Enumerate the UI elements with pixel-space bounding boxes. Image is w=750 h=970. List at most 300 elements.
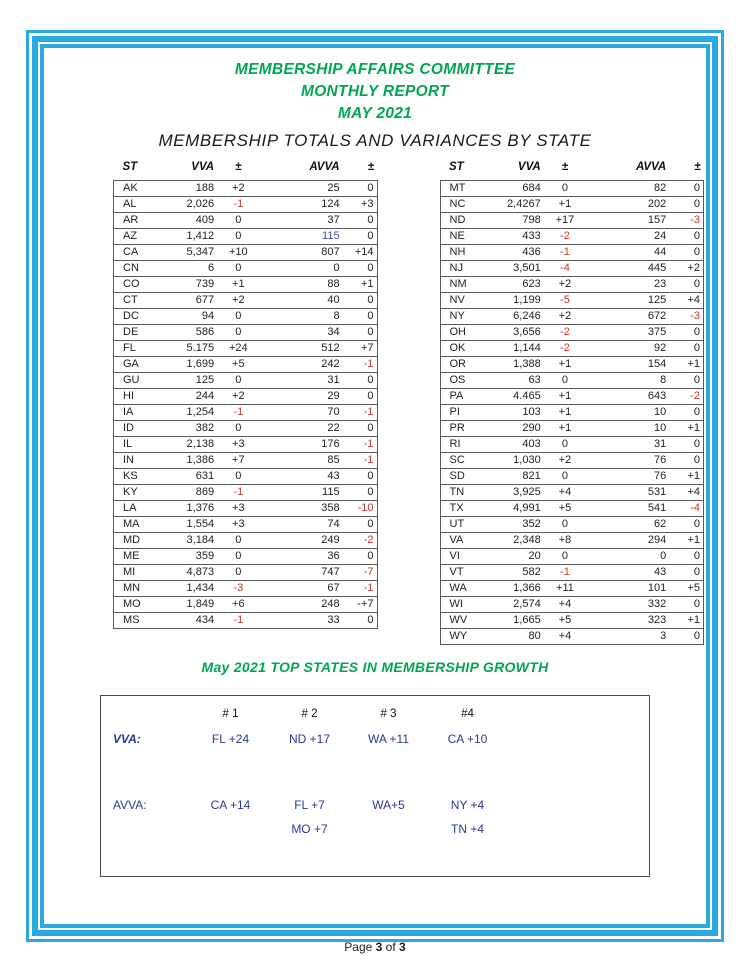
cell-st: VT — [440, 565, 489, 581]
cell-st: AK — [114, 181, 163, 197]
cell-da: 0 — [348, 389, 377, 405]
report-subtitle: MEMBERSHIP TOTALS AND VARIANCES BY STATE — [158, 131, 592, 150]
cell-avva: 70 — [261, 405, 348, 421]
cell-vva: 3,501 — [489, 261, 543, 277]
cell-avva: 82 — [587, 181, 674, 197]
cell-dv: +11 — [543, 581, 587, 597]
cell-dv: 0 — [543, 517, 587, 533]
cell-st: NY — [440, 309, 489, 325]
column-header: ± — [367, 161, 374, 173]
cell-st: MO — [114, 597, 163, 613]
avva-rank-1: CA +14 — [210, 798, 251, 812]
vva-label: VVA: — [113, 732, 141, 746]
cell-dv: 0 — [216, 229, 260, 245]
cell-st: MN — [114, 581, 163, 597]
cell-vva: 4,991 — [489, 501, 543, 517]
cell-da: 0 — [674, 453, 703, 469]
state-row — [440, 453, 704, 469]
cell-dv: 0 — [543, 469, 587, 485]
cell-da: -3 — [674, 213, 703, 229]
footer-of-word: of — [385, 940, 396, 954]
state-row — [114, 501, 378, 517]
cell-st: PI — [440, 405, 489, 421]
cell-st: FL — [114, 341, 163, 357]
cell-avva: 33 — [261, 613, 348, 629]
cell-vva: 623 — [489, 277, 543, 293]
cell-vva: 94 — [163, 309, 217, 325]
state-row — [440, 341, 704, 357]
column-header: ST — [122, 161, 138, 173]
cell-dv: +4 — [543, 485, 587, 501]
cell-avva: 40 — [261, 293, 348, 309]
state-row — [114, 613, 378, 629]
cell-vva: 352 — [489, 517, 543, 533]
growth-box — [100, 695, 650, 877]
state-row — [114, 357, 378, 373]
state-row — [440, 325, 704, 341]
cell-vva: 2,026 — [163, 197, 217, 213]
cell-vva: 1,388 — [489, 357, 543, 373]
cell-dv: +4 — [543, 629, 587, 645]
cell-da: +1 — [674, 533, 703, 549]
cell-da: 0 — [674, 437, 703, 453]
cell-st: UT — [440, 517, 489, 533]
cell-avva: 10 — [587, 421, 674, 437]
cell-avva: 672 — [587, 309, 674, 325]
cell-avva: 34 — [261, 325, 348, 341]
cell-vva: 188 — [163, 181, 217, 197]
cell-avva: 807 — [261, 245, 348, 261]
cell-vva: 433 — [489, 229, 543, 245]
vva-rank-4: CA +10 — [447, 732, 488, 746]
vva-rank-3: WA +11 — [367, 732, 410, 746]
cell-avva: 76 — [587, 469, 674, 485]
cell-dv: -1 — [216, 197, 260, 213]
cell-avva: 43 — [587, 565, 674, 581]
cell-da: -2 — [674, 389, 703, 405]
cell-avva: 202 — [587, 197, 674, 213]
cell-avva: 747 — [261, 565, 348, 581]
cell-st: CO — [114, 277, 163, 293]
vva-rank-2: ND +17 — [288, 732, 331, 746]
vva-rank-1: FL +24 — [211, 732, 250, 746]
cell-da: 0 — [348, 373, 377, 389]
state-row — [114, 181, 378, 197]
state-row — [114, 581, 378, 597]
cell-vva: 2,574 — [489, 597, 543, 613]
cell-da: 0 — [674, 629, 703, 645]
cell-da: +2 — [674, 261, 703, 277]
cell-avva: 541 — [587, 501, 674, 517]
cell-vva: 103 — [489, 405, 543, 421]
cell-st: VI — [440, 549, 489, 565]
cell-vva: 1,434 — [163, 581, 217, 597]
cell-dv: 0 — [216, 469, 260, 485]
avva2-rank-3 — [349, 819, 428, 839]
cell-st: TX — [440, 501, 489, 517]
state-row — [440, 501, 704, 517]
column-header: ± — [694, 161, 701, 173]
cell-avva: 10 — [587, 405, 674, 421]
state-row — [440, 581, 704, 597]
state-row — [114, 437, 378, 453]
cell-avva: 23 — [587, 277, 674, 293]
page-footer — [0, 940, 750, 954]
cell-avva: 358 — [261, 501, 348, 517]
cell-dv: +1 — [216, 277, 260, 293]
growth-section-heading: May 2021 TOP STATES IN MEMBERSHIP GROWTH — [201, 659, 549, 675]
report-title-block — [46, 59, 704, 125]
state-row — [440, 629, 704, 645]
cell-avva: 92 — [587, 341, 674, 357]
cell-da: +5 — [674, 581, 703, 597]
cell-da: -10 — [348, 501, 377, 517]
cell-st: GA — [114, 357, 163, 373]
column-header: VVA — [517, 161, 541, 173]
cell-da: +1 — [674, 421, 703, 437]
avva-rank-3: WA+5 — [372, 798, 405, 812]
cell-avva: 125 — [587, 293, 674, 309]
cell-vva: 1,376 — [163, 501, 217, 517]
report-title-line-2: MONTHLY REPORT — [300, 83, 449, 100]
cell-dv: +3 — [216, 501, 260, 517]
cell-dv: -1 — [543, 245, 587, 261]
cell-dv: +3 — [216, 517, 260, 533]
cell-vva: 1,366 — [489, 581, 543, 597]
rank-header-4: #4 — [461, 708, 474, 720]
cell-da: 0 — [348, 469, 377, 485]
cell-dv: +1 — [543, 197, 587, 213]
cell-da: 0 — [348, 517, 377, 533]
state-row — [440, 389, 704, 405]
cell-avva: 643 — [587, 389, 674, 405]
footer-page-total: 3 — [399, 940, 406, 954]
cell-st: CN — [114, 261, 163, 277]
cell-dv: +1 — [543, 405, 587, 421]
cell-da: 0 — [348, 613, 377, 629]
page-content — [46, 40, 704, 930]
cell-da: -3 — [674, 309, 703, 325]
cell-dv: -2 — [543, 325, 587, 341]
state-row — [440, 485, 704, 501]
cell-avva: 294 — [587, 533, 674, 549]
cell-avva: 85 — [261, 453, 348, 469]
cell-da: -4 — [674, 501, 703, 517]
cell-da: +4 — [674, 485, 703, 501]
cell-avva: 124 — [261, 197, 348, 213]
avva2-rank-1 — [191, 819, 270, 839]
cell-avva: 323 — [587, 613, 674, 629]
cell-st: NM — [440, 277, 489, 293]
cell-da: 0 — [348, 549, 377, 565]
column-header: AVVA — [309, 161, 340, 173]
cell-vva: 1,699 — [163, 357, 217, 373]
state-row — [440, 277, 704, 293]
cell-avva: 25 — [261, 181, 348, 197]
cell-avva: 332 — [587, 597, 674, 613]
footer-page-number: 3 — [375, 940, 383, 954]
cell-vva: 2,4267 — [489, 197, 543, 213]
cell-vva: 821 — [489, 469, 543, 485]
cell-dv: +2 — [543, 309, 587, 325]
state-row — [114, 341, 378, 357]
cell-da: -1 — [348, 437, 377, 453]
cell-vva: 436 — [489, 245, 543, 261]
cell-da: 0 — [674, 277, 703, 293]
cell-st: IA — [114, 405, 163, 421]
cell-st: PR — [440, 421, 489, 437]
cell-vva: 1,849 — [163, 597, 217, 613]
cell-avva: 3 — [587, 629, 674, 645]
state-row — [114, 485, 378, 501]
cell-da: 0 — [348, 213, 377, 229]
cell-dv: -5 — [543, 293, 587, 309]
avva-row2-spacer — [101, 819, 191, 839]
state-row — [440, 549, 704, 565]
state-row — [114, 469, 378, 485]
cell-dv: +5 — [543, 613, 587, 629]
state-row — [440, 469, 704, 485]
cell-st: ND — [440, 213, 489, 229]
column-header-row — [440, 161, 704, 181]
cell-vva: 1,554 — [163, 517, 217, 533]
cell-avva: 375 — [587, 325, 674, 341]
cell-st: TN — [440, 485, 489, 501]
cell-vva: 739 — [163, 277, 217, 293]
cell-st: OH — [440, 325, 489, 341]
cell-avva: 22 — [261, 421, 348, 437]
cell-vva: 434 — [163, 613, 217, 629]
cell-st: IL — [114, 437, 163, 453]
state-row — [114, 453, 378, 469]
cell-avva: 76 — [587, 453, 674, 469]
cell-dv: +5 — [216, 357, 260, 373]
cell-avva: 176 — [261, 437, 348, 453]
cell-st: VA — [440, 533, 489, 549]
cell-dv: +8 — [543, 533, 587, 549]
cell-dv: +1 — [543, 389, 587, 405]
cell-vva: 586 — [163, 325, 217, 341]
cell-vva: 63 — [489, 373, 543, 389]
cell-st: CT — [114, 293, 163, 309]
cell-avva: 37 — [261, 213, 348, 229]
cell-st: DC — [114, 309, 163, 325]
cell-da: 0 — [348, 421, 377, 437]
avva-growth-row — [101, 795, 649, 815]
cell-vva: 6 — [163, 261, 217, 277]
cell-avva: 31 — [261, 373, 348, 389]
cell-da: 0 — [348, 309, 377, 325]
rank-header-row — [101, 704, 649, 724]
state-row — [440, 613, 704, 629]
cell-vva: 5,347 — [163, 245, 217, 261]
cell-da: +3 — [348, 197, 377, 213]
cell-vva: 1,386 — [163, 453, 217, 469]
column-header: ± — [561, 161, 569, 173]
cell-da: 0 — [674, 517, 703, 533]
avva-growth-row-2 — [101, 819, 649, 839]
cell-vva: 409 — [163, 213, 217, 229]
cell-vva: 1,254 — [163, 405, 217, 421]
state-row — [440, 229, 704, 245]
state-row — [440, 245, 704, 261]
cell-dv: +1 — [543, 357, 587, 373]
cell-st: NJ — [440, 261, 489, 277]
cell-st: KY — [114, 485, 163, 501]
avva-label: AVVA: — [113, 798, 147, 812]
cell-avva: 0 — [261, 261, 348, 277]
avva-rank-4: NY +4 — [450, 798, 485, 812]
cell-da: -7 — [348, 565, 377, 581]
state-row — [114, 517, 378, 533]
cell-st: WI — [440, 597, 489, 613]
cell-st: PA — [440, 389, 489, 405]
cell-da: 0 — [674, 325, 703, 341]
state-row — [114, 565, 378, 581]
cell-avva: 31 — [587, 437, 674, 453]
cell-da: 0 — [674, 197, 703, 213]
cell-vva: 382 — [163, 421, 217, 437]
cell-dv: +2 — [216, 389, 260, 405]
state-row — [440, 565, 704, 581]
cell-dv: +10 — [216, 245, 260, 261]
cell-st: MI — [114, 565, 163, 581]
cell-vva: 582 — [489, 565, 543, 581]
state-row — [114, 197, 378, 213]
cell-st: IN — [114, 453, 163, 469]
cell-dv: +1 — [543, 421, 587, 437]
state-row — [114, 533, 378, 549]
cell-avva: 8 — [587, 373, 674, 389]
cell-dv: +24 — [216, 341, 260, 357]
rank-header-2: # 2 — [301, 708, 318, 720]
cell-da: 0 — [348, 181, 377, 197]
cell-dv: +7 — [216, 453, 260, 469]
cell-dv: 0 — [543, 373, 587, 389]
state-row — [440, 597, 704, 613]
state-row — [440, 437, 704, 453]
cell-vva: 2,138 — [163, 437, 217, 453]
cell-st: WA — [440, 581, 489, 597]
cell-vva: 2,348 — [489, 533, 543, 549]
state-row — [440, 181, 704, 197]
cell-da: -1 — [348, 405, 377, 421]
cell-avva: 157 — [587, 213, 674, 229]
cell-st: MA — [114, 517, 163, 533]
cell-vva: 244 — [163, 389, 217, 405]
state-table-right — [440, 161, 705, 645]
vva-growth-row — [101, 729, 649, 749]
cell-da: -+7 — [348, 597, 377, 613]
cell-vva: 403 — [489, 437, 543, 453]
cell-da: 0 — [348, 261, 377, 277]
cell-da: 0 — [674, 597, 703, 613]
cell-vva: 5.175 — [163, 341, 217, 357]
cell-da: 0 — [674, 565, 703, 581]
cell-st: OK — [440, 341, 489, 357]
cell-da: 0 — [674, 245, 703, 261]
cell-da: 0 — [674, 549, 703, 565]
cell-dv: -4 — [543, 261, 587, 277]
cell-vva: 869 — [163, 485, 217, 501]
state-row — [440, 197, 704, 213]
cell-vva: 1,144 — [489, 341, 543, 357]
cell-st: ME — [114, 549, 163, 565]
cell-avva: 74 — [261, 517, 348, 533]
cell-avva: 242 — [261, 357, 348, 373]
cell-vva: 80 — [489, 629, 543, 645]
cell-da: 0 — [674, 373, 703, 389]
cell-dv: 0 — [216, 565, 260, 581]
state-row — [114, 277, 378, 293]
cell-dv: -1 — [216, 485, 260, 501]
cell-st: WY — [440, 629, 489, 645]
cell-vva: 359 — [163, 549, 217, 565]
cell-da: 0 — [674, 341, 703, 357]
state-row — [114, 421, 378, 437]
cell-dv: -3 — [216, 581, 260, 597]
cell-da: +4 — [674, 293, 703, 309]
cell-vva: 631 — [163, 469, 217, 485]
cell-st: CA — [114, 245, 163, 261]
cell-da: +1 — [674, 469, 703, 485]
cell-avva: 248 — [261, 597, 348, 613]
report-title-line-1: MEMBERSHIP AFFAIRS COMMITTEE — [234, 61, 516, 78]
cell-vva: 1,412 — [163, 229, 217, 245]
cell-da: +7 — [348, 341, 377, 357]
state-row — [114, 373, 378, 389]
state-row — [114, 261, 378, 277]
column-header-row — [114, 161, 378, 181]
state-row — [114, 405, 378, 421]
cell-st: DE — [114, 325, 163, 341]
cell-da: -2 — [348, 533, 377, 549]
cell-vva: 1,030 — [489, 453, 543, 469]
cell-da: +1 — [674, 613, 703, 629]
cell-st: HI — [114, 389, 163, 405]
cell-dv: -2 — [543, 229, 587, 245]
state-row — [440, 373, 704, 389]
cell-da: 0 — [348, 325, 377, 341]
cell-st: AR — [114, 213, 163, 229]
cell-st: SC — [440, 453, 489, 469]
cell-avva: 154 — [587, 357, 674, 373]
column-header: AVVA — [635, 161, 667, 173]
state-row — [440, 517, 704, 533]
cell-da: +1 — [674, 357, 703, 373]
state-tables-section — [46, 161, 704, 645]
cell-dv: 0 — [216, 373, 260, 389]
state-table-left — [113, 161, 378, 629]
cell-vva: 290 — [489, 421, 543, 437]
cell-vva: 3,184 — [163, 533, 217, 549]
state-row — [440, 357, 704, 373]
rank-header-3: # 3 — [380, 708, 397, 720]
cell-avva: 115 — [261, 485, 348, 501]
cell-st: OR — [440, 357, 489, 373]
cell-dv: 0 — [543, 437, 587, 453]
state-row — [440, 261, 704, 277]
cell-da: 0 — [348, 229, 377, 245]
cell-dv: -1 — [216, 613, 260, 629]
cell-avva: 36 — [261, 549, 348, 565]
cell-dv: 0 — [216, 533, 260, 549]
column-header: VVA — [191, 161, 215, 173]
report-title-line-3: MAY 2021 — [337, 105, 413, 122]
cell-avva: 44 — [587, 245, 674, 261]
column-header: ST — [449, 161, 464, 173]
cell-dv: 0 — [216, 325, 260, 341]
